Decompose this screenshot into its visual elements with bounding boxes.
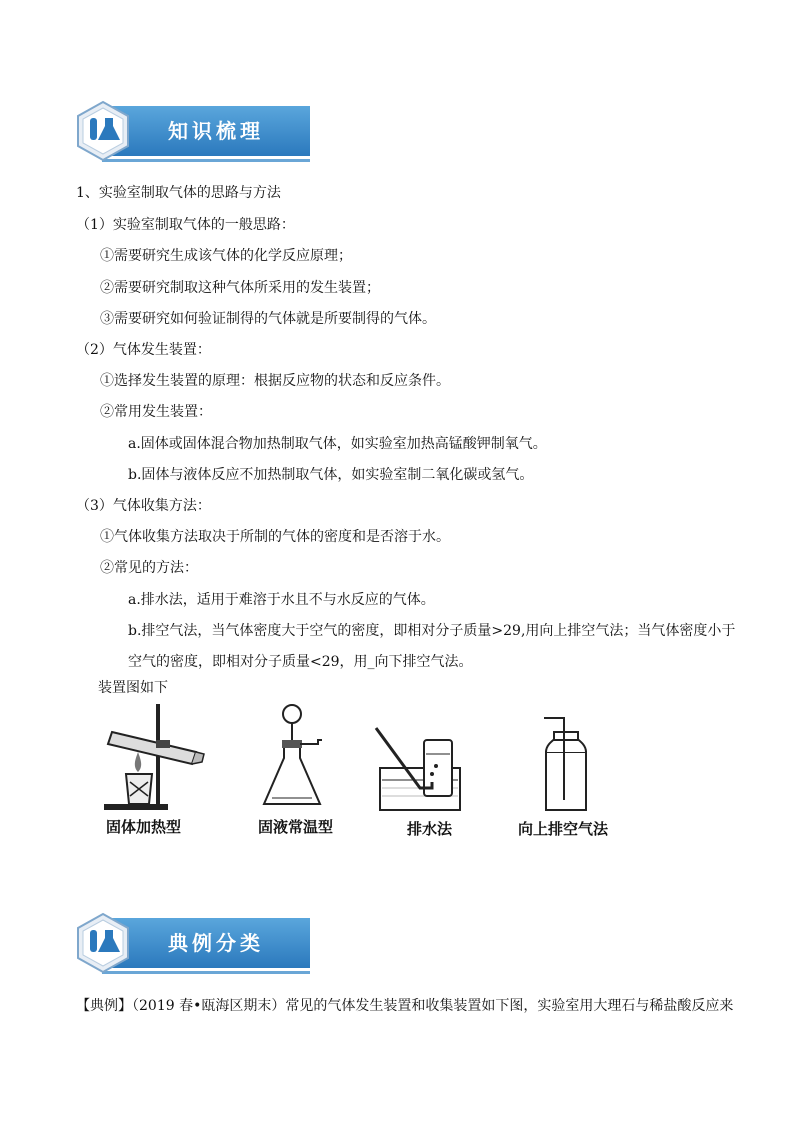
item-1-2: ②需要研究制取这种气体所采用的发生装置； xyxy=(100,280,380,296)
item-3-2: ②常见的方法： xyxy=(100,560,198,576)
banner-title: 典例分类 xyxy=(168,931,264,955)
subsection-3: （3）气体收集方法： xyxy=(76,498,211,514)
subsection-1: （1）实验室制取气体的一般思路： xyxy=(76,217,295,233)
figure-caption-2: 固液常温型 xyxy=(258,818,334,836)
item-2-a: a.固体或固体混合物加热制取气体，如实验室加热高锰酸钾制氧气。 xyxy=(128,436,547,452)
figure-intro: 装置图如下 xyxy=(98,680,168,696)
example-text: 【典例】（2019 春•瓯海区期末）常见的气体发生装置和收集装置如下图，实验室用大理石与稀盐酸反应来 xyxy=(76,998,734,1014)
figure-caption-3: 排水法 xyxy=(407,820,453,838)
section-banner-examples xyxy=(72,912,312,976)
solid-heating-apparatus-figure xyxy=(100,700,212,812)
subsection-2: （2）气体发生装置： xyxy=(76,342,211,358)
figure-caption-1: 固体加热型 xyxy=(106,818,182,836)
item-3-b-line2: 空气的密度，即相对分子质量<29，用_向下排空气法。 xyxy=(128,654,473,670)
water-displacement-figure xyxy=(374,722,464,814)
item-1-1: ①需要研究生成该气体的化学反应原理； xyxy=(100,248,352,264)
item-2-b: b.固体与液体反应不加热制取气体，如实验室制二氧化碳或氢气。 xyxy=(128,467,534,483)
item-2-2: ②常用发生装置： xyxy=(100,404,212,420)
upward-air-displacement-figure xyxy=(536,712,596,814)
figure-caption-4: 向上排空气法 xyxy=(518,820,609,838)
item-3-1: ①气体收集方法取决于所制的气体的密度和是否溶于水。 xyxy=(100,529,450,545)
flask-badge-icon xyxy=(72,100,134,162)
item-3-a: a.排水法，适用于难溶于水且不与水反应的气体。 xyxy=(128,592,435,608)
item-3-b-line1: b.排空气法，当气体密度大于空气的密度，即相对分子质量>29,用向上排空气法；当气体密度小于 xyxy=(128,623,736,639)
flask-badge-icon xyxy=(72,912,134,974)
banner-title: 知识梳理 xyxy=(168,119,264,143)
section-banner-knowledge xyxy=(72,100,312,164)
item-2-1: ①选择发生装置的原理：根据反应物的状态和反应条件。 xyxy=(100,373,450,389)
solid-liquid-apparatus-figure xyxy=(258,700,338,812)
heading-1: 1、实验室制取气体的思路与方法 xyxy=(76,185,281,201)
item-1-3: ③需要研究如何验证制得的气体就是所要制得的气体。 xyxy=(100,311,436,327)
